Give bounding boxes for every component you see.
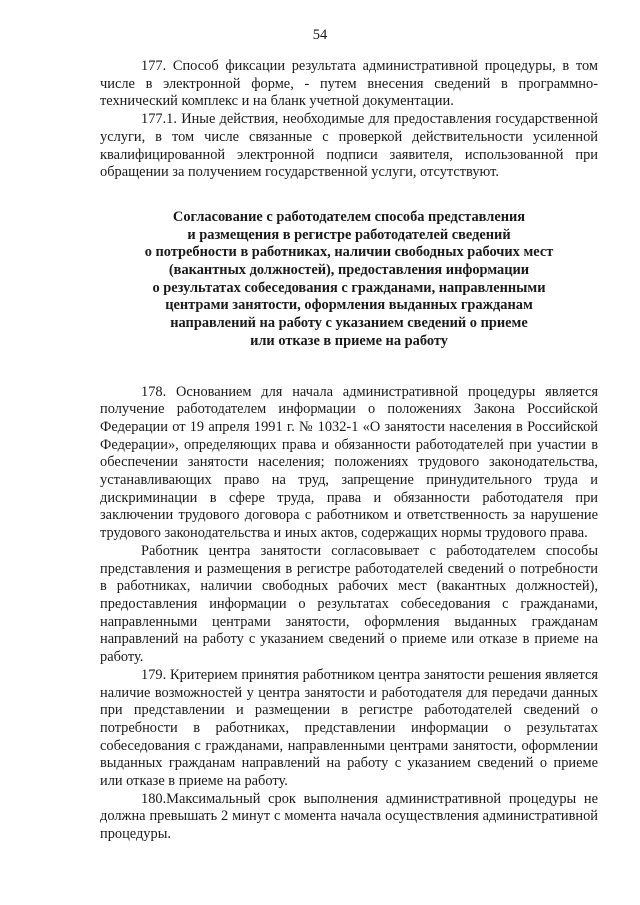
paragraph-177-1: 177.1. Иные действия, необходимые для предоставления государственной услуги, в том числе связанные с проверкой действительности усиленной квалифицированной электронной подписи заявителя, использованной при обращении за получением государственной услуги, отсутствуют. xyxy=(100,111,598,181)
heading-line: Согласование с работодателем способа представления xyxy=(172,208,526,225)
document-body xyxy=(100,58,598,844)
page-number: 54 xyxy=(312,27,328,43)
heading-line: или отказе в приеме на работу xyxy=(250,332,448,349)
paragraph-179: 179. Критерием принятия работником центра занятости решения является наличие возможностей у центра занятости и работодателя для передачи данных при представлении и размещении в регистре работодателей сведений о потребности в работниках, представлении информации о результатах собеседования с гражданами, направленными центрами занятости, оформлении выданных гражданам направлений на работу с указанием сведений о приеме или отказе в приеме на работу. xyxy=(100,666,598,790)
paragraph-177: 177. Способ фиксации результата административной процедуры, в том числе в электронной форме, - путем внесения сведений в программно-технический комплекс и на бланк учетной документации. xyxy=(100,58,598,110)
section-heading xyxy=(100,209,598,351)
paragraph-178: 178. Основанием для начала административной процедуры является получение работодателем информации о положениях Закона Российской Федерации от 19 апреля 1991 г. № 1032-1 «О занятости населения в Российской Федерации», определяющих права и обязанности работодателей при участии в обеспечении занятости населения; положениях трудового законодательства, устанавливающих право на труд, запрещение принудительного труда и дискриминации в сфере труда, права и обязанности работодателя при заключении трудового договора с работником и ответственность за нарушение трудового законодательства и иных актов, содержащих нормы трудового права. xyxy=(100,383,598,542)
paragraph-178-employee: Работник центра занятости согласовывает с работодателем способы представления и размещения в регистре работодателей сведений о потребности в работниках, наличии свободных рабочих мест (вакантных должностей), предоставления информации о результатах собеседования с гражданами, направленными центрами занятости, оформления выданных гражданам направлений на работу с указанием сведений о приеме или отказе в приеме на работу. xyxy=(100,542,598,666)
heading-line: (вакантных должностей), предоставления информации xyxy=(168,262,530,279)
paragraph-180: 180.Максимальный срок выполнения административной процедуры не должна превышать 2 минут с момента начала осуществления административной процедуры. xyxy=(100,790,598,843)
heading-line: центрами занятости, оформления выданных гражданам xyxy=(165,297,533,314)
heading-line: направлений на работу с указанием сведений о приеме xyxy=(170,315,528,332)
heading-line: и размещения в регистре работодателей сведений xyxy=(187,226,511,243)
heading-line: о потребности в работниках, наличии свободных рабочих мест xyxy=(144,244,554,261)
heading-line: о результатах собеседования с гражданами, направленными xyxy=(152,279,546,296)
